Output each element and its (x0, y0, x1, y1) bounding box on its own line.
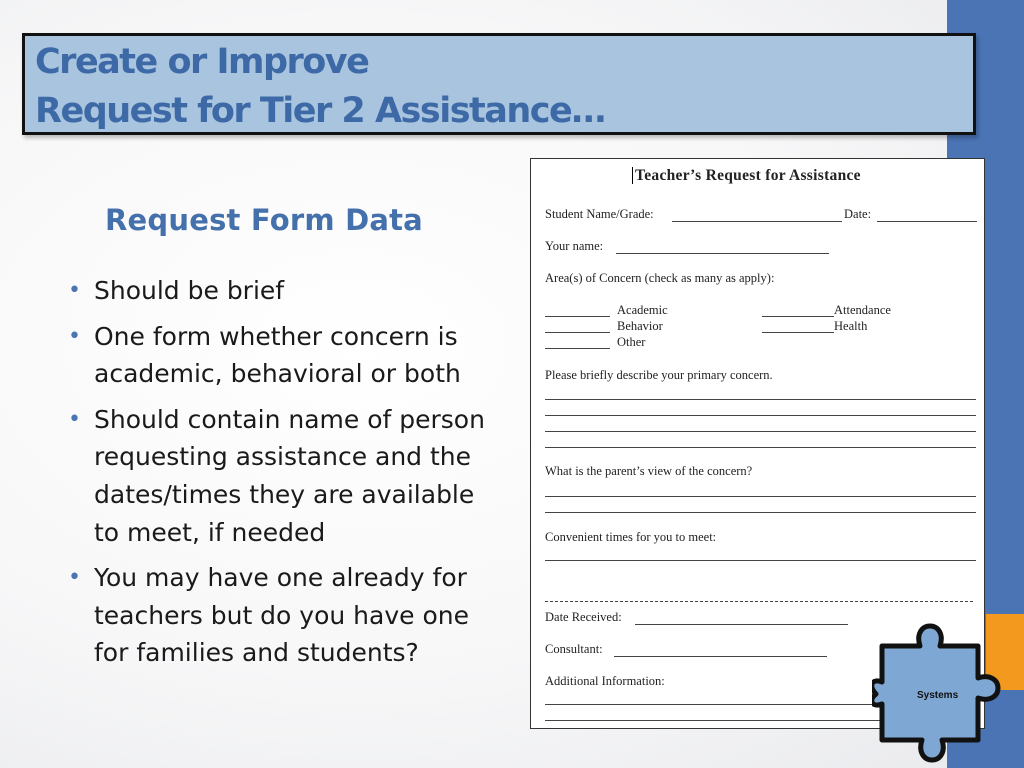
describe-line (545, 399, 976, 400)
behavior-blank (545, 332, 610, 333)
title-box (22, 33, 976, 135)
bullet-item (68, 318, 488, 393)
attendance-blank (762, 316, 834, 317)
subheading: Request Form Data (105, 203, 423, 237)
systems-label: Systems (917, 690, 959, 701)
dashed-divider (545, 601, 973, 602)
parent-view-line (545, 496, 976, 497)
describe-line (545, 415, 976, 416)
bullet-icon: • (68, 323, 81, 349)
student-name-blank (672, 221, 842, 222)
bullet-list (68, 272, 488, 680)
academic-label: Academic (617, 303, 668, 317)
describe-label: Please briefly describe your primary concern. (545, 368, 773, 382)
bullet-item (68, 401, 488, 551)
health-label: Health (834, 319, 868, 333)
bullet-item (68, 559, 488, 672)
title-line-2: Request for Tier 2 Assistance… (35, 91, 605, 131)
consultant-blank (614, 656, 827, 657)
bullet-text: You may have one already for teachers but do you have one for families and students? (94, 563, 469, 668)
health-blank (762, 332, 834, 333)
bullet-icon: • (68, 406, 81, 432)
date-blank (877, 221, 977, 222)
meet-times-label: Convenient times for you to meet: (545, 530, 717, 544)
areas-label: Area(s) of Concern (check as many as apply): (545, 271, 775, 285)
bullet-icon: • (68, 565, 81, 591)
consultant-label: Consultant: (545, 642, 603, 656)
date-received-blank (635, 624, 848, 625)
title-line-1: Create or Improve (35, 42, 369, 82)
describe-line (545, 447, 976, 448)
behavior-label: Behavior (617, 319, 663, 333)
bullet-icon: • (68, 278, 81, 303)
student-name-label: Student Name/Grade: (545, 207, 654, 221)
your-name-label: Your name: (545, 239, 604, 253)
attendance-label: Attendance (834, 303, 891, 317)
bullet-text: One form whether concern is academic, behavioral or both (94, 321, 461, 389)
date-label: Date: (844, 207, 872, 221)
parent-view-line (545, 512, 976, 513)
bullet-text: Should be brief (94, 276, 285, 305)
date-received-label: Date Received: (545, 610, 622, 624)
meet-times-line (545, 560, 976, 561)
describe-line (545, 431, 976, 432)
form-title: Teacher’s Request for Assistance (635, 167, 861, 184)
bullet-text: Should contain name of person requesting assistance and the dates/times they are available to meet, if needed (94, 404, 485, 547)
your-name-blank (616, 253, 829, 254)
other-blank (545, 348, 610, 349)
bullet-item (68, 272, 488, 310)
academic-blank (545, 316, 610, 317)
additional-info-label: Additional Information: (545, 674, 665, 688)
other-label: Other (617, 335, 646, 349)
parent-view-label: What is the parent’s view of the concern? (545, 464, 753, 478)
